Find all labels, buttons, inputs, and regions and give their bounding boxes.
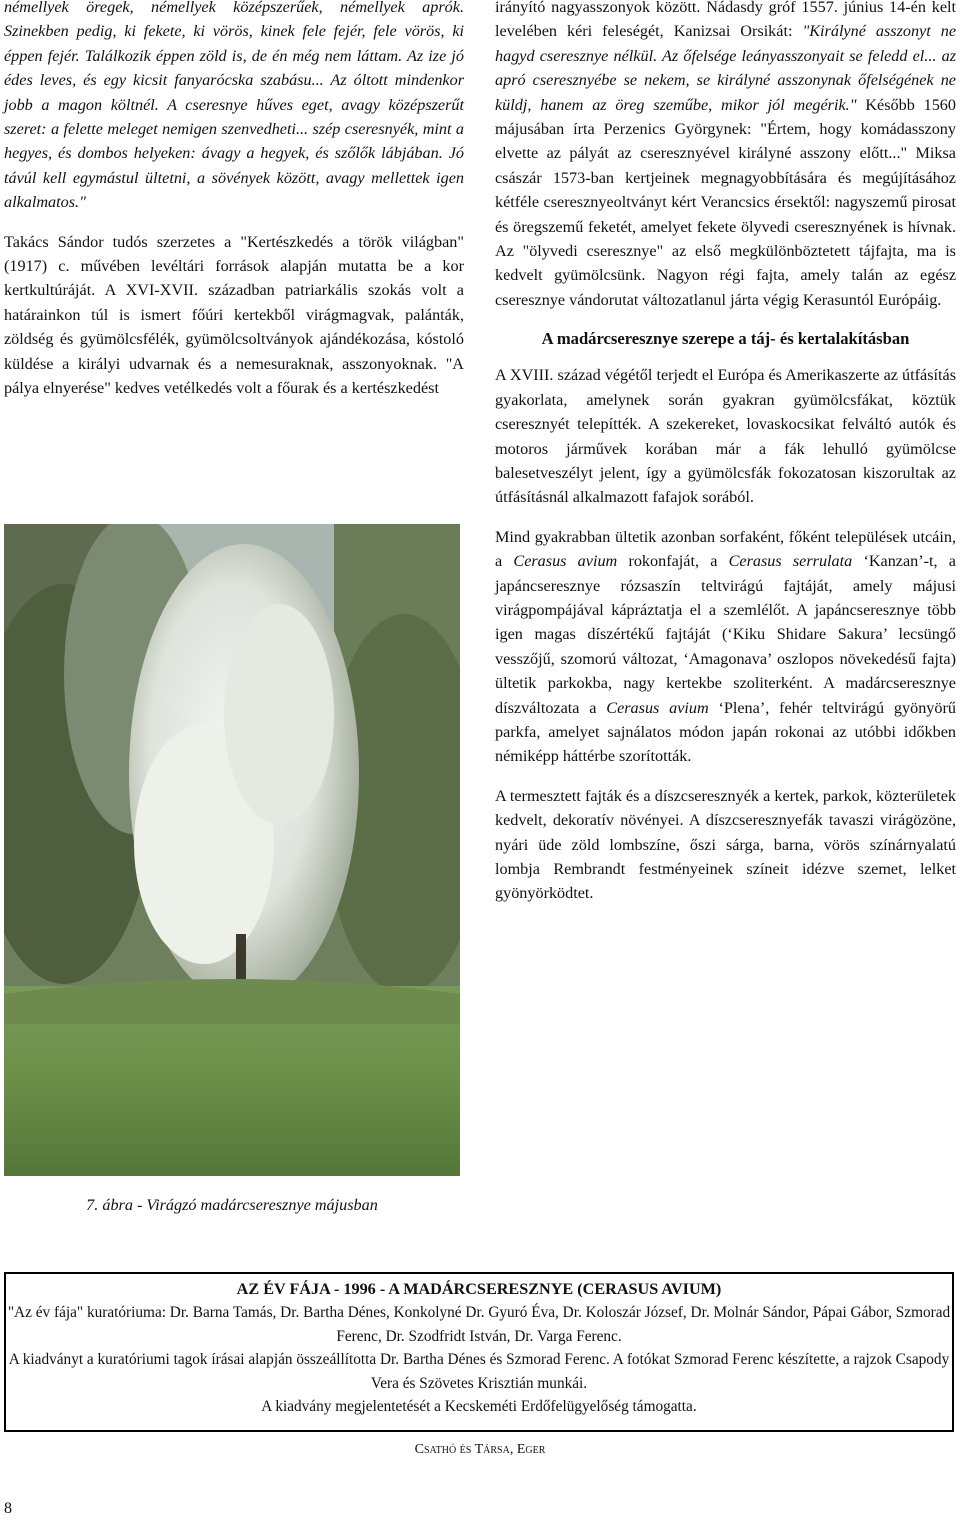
- text-span: irányító nagyasszonyok között. Nádasdy gróf 1557. június 14-én kelt levelében kéri feleségét, Kanizsai Orsikát:: [495, 0, 956, 41]
- latin-name: Cerasus avium: [606, 698, 709, 717]
- body-paragraph-takacs: Takács Sándor tudós szerzetes a "Kertészkedés a török világban" (1917) c. művében levéltári források alapján mutatta be a kor kertkultúráját. A XVI-XVII. században patriarkális szokás volt a határainkon túl is ismert főúri kertekből virágmagvak, palánták, zöldség és gyümölcsfélék, gyümölcsoltványok ajándékozása, kóstoló küldése a királyi udvarnak és a nemesuraknak, asszonyoknak. "A pálya elnyerése" kedves vetélkedés volt a főurak és a kertészkedést: [4, 232, 464, 398]
- body-paragraph-disz: A termesztett fajták és a díszcseresznyék a kertek, parkok, közterületek kedvelt, dekoratív növényei. A díszcseresznyefák tavaszi virágözöne, nyári üde zöld lombszíne, őszi sárga, barna, vörös színárnyalatú lombja Rembrandt festményeinek színeit idézve szemet, lelket gyönyörködtet.: [495, 786, 956, 903]
- printer-imprint: Csathó és Társa, Eger: [414, 1442, 546, 1457]
- photo-blossoming-wild-cherry: [4, 524, 460, 1176]
- credits-title: AZ ÉV FÁJA - 1996 - A MADÁRCSERESZNYE (CERASUS AVIUM): [236, 1280, 722, 1298]
- credits-committee: "Az év fája" kuratóriuma: Dr. Barna Tamás, Dr. Bartha Dénes, Konkolyné Dr. Gyuró Éva, Dr. Koloszár József, Dr. Molnár Sándor, Pápai Gábor, Szmorad Ferenc, Dr. Szodfridt István, Dr. Varga Ferenc.: [7, 1304, 951, 1345]
- left-column: [4, 0, 464, 401]
- credits-compilation: A kiadványt a kuratóriumi tagok írásai alapján összeállította Dr. Bartha Dénes és Szmorad Ferenc. A fotókat Szmorad Ferenc készítette, a rajzok Csapody Vera és Szövetes Krisztián munkái.: [8, 1351, 950, 1392]
- body-paragraph-nadasdy: [495, 0, 956, 312]
- text-span: Később 1560 májusában írta Perzenics Györgynek: "Értem, hogy komádasszony elvette az pályát az cseresznyével királyné asszony előtt..." Miksa császár 1573-ban kertjeinek megnagyobbítására és megújításához kétféle cseresznyeoltványt kért Verancsics érsektől: nagyszemű pirosat és öregszemű feketét, amelyet fekete ölyvedi cseresznyének is hívnak. Az "ölyvedi cseresznye" az első megkülönböztetett tájfajta, ma is kedvelt gyümölcsünk. Nagyon régi fajta, amely talán az egész cseresznye vándorutat változatlanul járta végig Kerasuntól Európáig.: [495, 95, 956, 309]
- body-paragraph-sorfa: [495, 525, 956, 769]
- credits-box: [4, 1272, 954, 1432]
- figure-caption: 7. ábra - Virágzó madárcseresznye májusban: [86, 1196, 378, 1214]
- text-span: ‘Plena’, fehér teltvirágú gyönyörű parkfa, amelyet sajnálatos módon japán rokonai az utóbbi időkben némiképp háttérbe szorították.: [495, 698, 956, 766]
- quote-text: némellyek öregek, némellyek középszerűek, némellyek aprók. Szinekben pedig, ki fekete, ki vörös, kinek fele fejér, fele vörös, ki éppen fejér. Találkozik éppen zöld is, de én még nem láttam. Az ize jó édes leves, és egy kicsit fanyarócska szabásu... Az óltott mindenkor jobb a magon költnél. A cseresnye hűves eget, avagy középszerűt szeret: a felette meleget nemigen szenvedheti... szép cseresnyék, mint a hegyes, és dombos helyeken: ávagy a hegyek, és szőlők lábjában. Jó távúl kell egymástul ültetni, a sövények között, avagy mellettek igen alkalmatos.": [4, 0, 464, 212]
- text-span: rokonfaját, a: [617, 552, 729, 571]
- section-heading: A madárcseresznye szerepe a táj- és kertalakításban: [541, 329, 910, 349]
- latin-name: Cerasus avium: [513, 552, 618, 571]
- latin-name: Cerasus serrulata: [728, 552, 853, 571]
- quote-span: "Királyné asszonyt ne hagyd cseresznye nélkül. Az őfelsége leányasszonyait se feledd el... az apró cseresznyébe se nekem, se királyné asszonynak őfelségének ne küldj, hanem az öreg szeműbe, mikor jól megérik.": [495, 22, 957, 114]
- page-number: 8: [4, 1500, 12, 1517]
- body-paragraph-utfasitas: A XVIII. század végétől terjedt el Európa és Amerikaszerte az útfásítás gyakorlata, amelynek során gyakran gyümölcsfákat, köztük cseresznyét telepítték. A szekereket, lovaskocsikat felváltó autók és motoros járművek korában már a fák lehulló gyümölcse balesetveszélyt jelent, így a gyümölcsfák fokozatosan kiszorultak az útfásításnál alkalmazott fafajok sorából.: [495, 366, 956, 507]
- right-column: [495, 0, 956, 906]
- text-span: ‘Kanzan’-t, a japáncseresznye rózsaszín teltvirágú fajtáját, amely májusi virágpompájával kápráztatja el a szemlélőt. A japáncseresznye több igen magas díszértékű fajtáját (‘Kiku Shidare Sakura’ lecsüngő vesszőjű, szomorú változat, ‘Amagonava’ oszlopos növekedésű fajta) ültetik parkokba, nagy kertekbe szoliterként. A madárcseresznye díszváltozata a: [495, 552, 956, 717]
- text-span: Mind gyakrabban ültetik azonban sorfaként, főként települések utcáin, a: [495, 527, 956, 571]
- credits-support: A kiadvány megjelentetését a Kecskeméti Erdőfelügyelőség támogatta.: [261, 1398, 697, 1416]
